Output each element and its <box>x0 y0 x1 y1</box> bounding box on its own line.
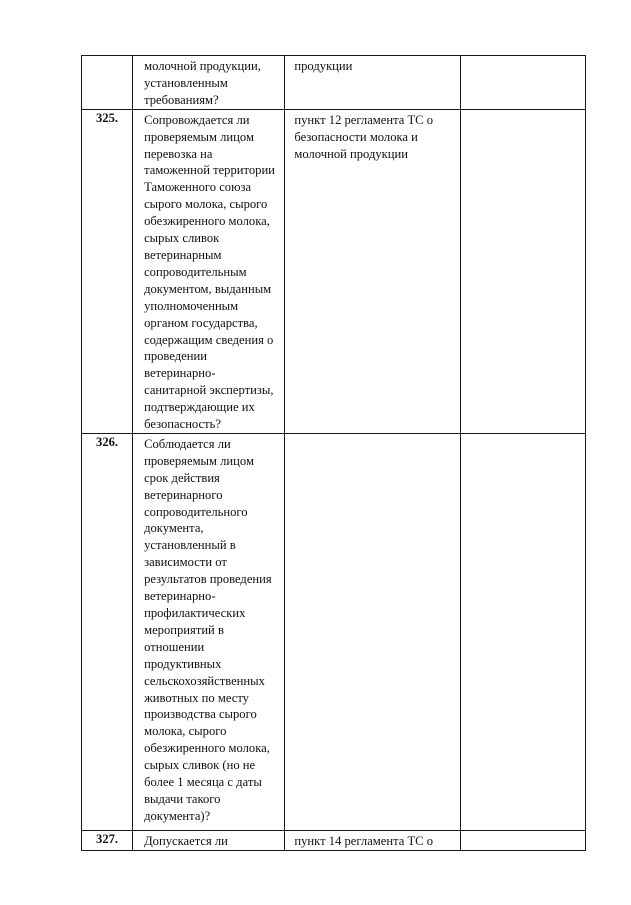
reference-line: безопасности молока и <box>294 129 418 144</box>
question-line: таможенной территории <box>144 163 275 178</box>
question-line: ветеринарно- <box>144 366 216 381</box>
reference-line: пункт 12 регламента ТС о <box>294 112 434 127</box>
reference-cell <box>285 830 460 850</box>
question-line: проверяемым лицом <box>144 453 254 468</box>
question-line: выдачи такого <box>144 791 221 806</box>
reference-line: молочной продукции <box>294 146 409 161</box>
answer-cell <box>460 56 585 110</box>
item-number-cell <box>82 830 133 850</box>
question-line: сельскохозяйственных <box>144 673 265 688</box>
question-line: обезжиренного молока, <box>144 214 270 229</box>
item-number: 327. <box>96 831 119 846</box>
question-line: сырых сливок (но не <box>144 758 256 773</box>
question-line: Соблюдается ли <box>144 436 231 451</box>
question-line: содержащим сведения о <box>144 332 274 347</box>
question-line: Таможенного союза <box>144 180 252 195</box>
question-line: требованиям? <box>144 92 219 107</box>
table-row <box>82 433 586 830</box>
table-row <box>82 56 586 110</box>
question-line: ветеринарным <box>144 247 222 262</box>
table-row <box>82 109 586 433</box>
item-number-cell <box>82 109 133 433</box>
question-line: проведении <box>144 349 207 364</box>
question-line: документа)? <box>144 808 211 823</box>
answer-cell <box>460 433 585 830</box>
question-line: документа, <box>144 521 204 536</box>
reference-cell <box>285 56 460 110</box>
question-line: установленным <box>144 75 228 90</box>
item-number-cell <box>82 433 133 830</box>
question-line: безопасность? <box>144 417 221 432</box>
question-line: Допускается ли <box>144 833 228 848</box>
question-line: сырых сливок <box>144 231 220 246</box>
question-line: молока, сырого <box>144 724 227 739</box>
question-line: производства сырого <box>144 707 257 722</box>
item-number-cell <box>82 56 133 110</box>
question-line: сопроводительного <box>144 504 248 519</box>
item-number: 325. <box>96 110 119 125</box>
question-line: более 1 месяца с даты <box>144 775 262 790</box>
question-cell <box>133 56 285 110</box>
reference-line: пункт 14 регламента ТС о <box>294 833 434 848</box>
question-cell <box>133 433 285 830</box>
question-line: Сопровождается ли <box>144 112 250 127</box>
checklist-table <box>81 55 586 851</box>
question-line: перевозка на <box>144 146 213 161</box>
question-cell <box>133 830 285 850</box>
question-line: обезжиренного молока, <box>144 741 270 756</box>
question-line: ветеринарно- <box>144 589 216 604</box>
item-number: 326. <box>96 434 119 449</box>
answer-cell <box>460 109 585 433</box>
question-line: профилактических <box>144 606 246 620</box>
question-line: результатов проведения <box>144 572 272 587</box>
question-line: зависимости от <box>144 555 227 570</box>
question-line: сопроводительным <box>144 264 247 279</box>
question-line: ветеринарного <box>144 487 223 502</box>
question-line: подтверждающие их <box>144 400 255 415</box>
question-line: молочной продукции, <box>144 59 261 73</box>
reference-cell <box>285 109 460 433</box>
question-line: проверяемым лицом <box>144 129 254 144</box>
question-line: органом государства, <box>144 315 258 330</box>
question-line: установленный в <box>144 538 236 553</box>
reference-cell <box>285 433 460 830</box>
question-line: продуктивных <box>144 656 222 671</box>
question-line: санитарной экспертизы, <box>144 383 274 398</box>
question-line: сырого молока, сырого <box>144 197 268 212</box>
answer-cell <box>460 830 585 850</box>
question-line: отношении <box>144 639 205 654</box>
question-line: срок действия <box>144 470 220 485</box>
question-cell <box>133 109 285 433</box>
question-line: мероприятий в <box>144 622 224 637</box>
reference-line: продукции <box>294 59 353 73</box>
question-line: уполномоченным <box>144 298 239 313</box>
table-row <box>82 830 586 850</box>
question-line: животных по месту <box>144 690 249 705</box>
question-line: документом, выданным <box>144 281 272 296</box>
